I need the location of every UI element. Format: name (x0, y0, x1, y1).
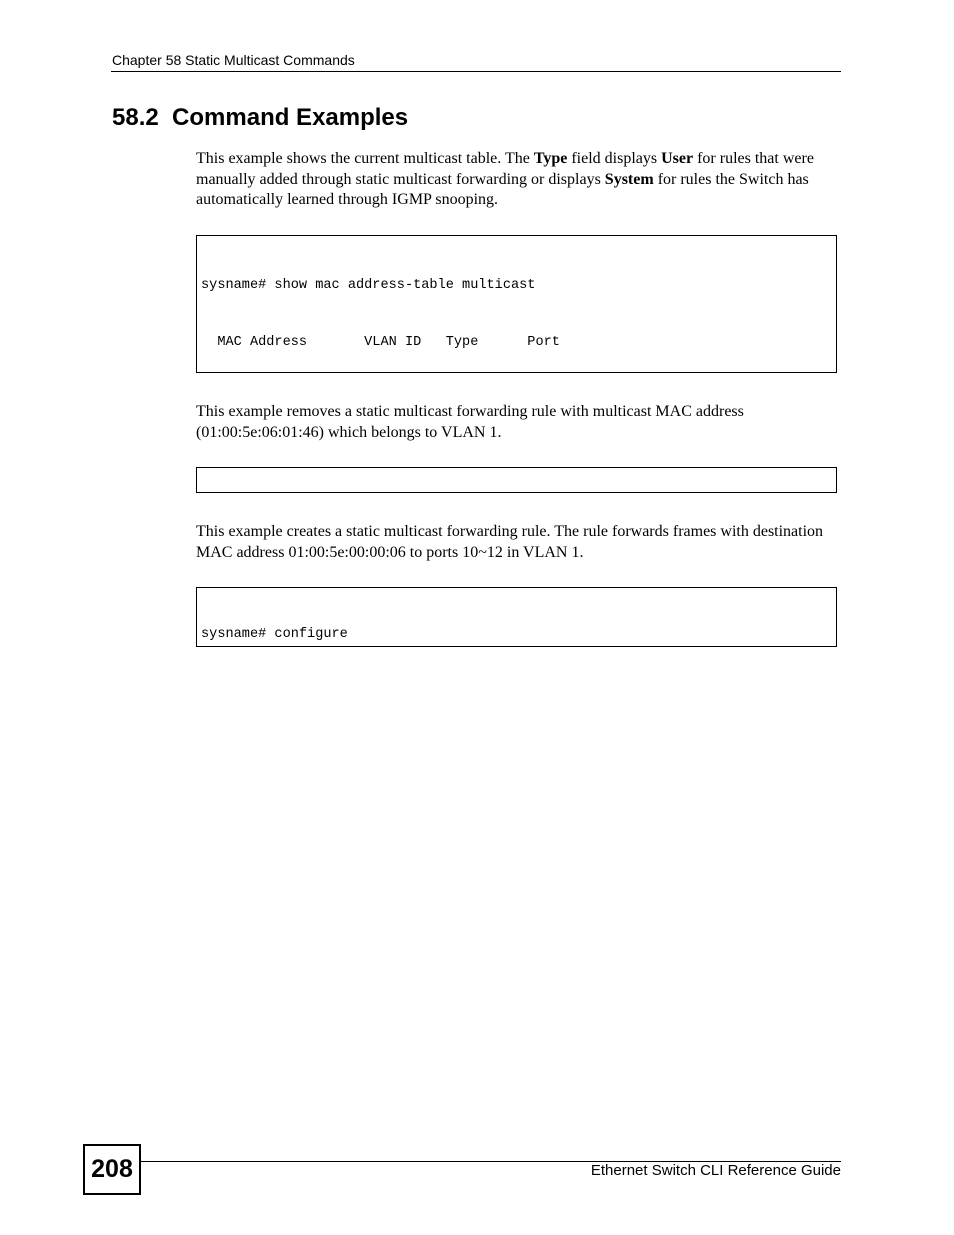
example1-code-block (196, 235, 837, 373)
code-line: MAC Address VLAN ID Type Port (201, 334, 560, 350)
running-header-chapter-title: Chapter 58 Static Multicast Commands (112, 52, 355, 68)
user-value-bold: User (661, 150, 694, 167)
example2-code-block (196, 467, 837, 493)
example3-code-block (196, 587, 837, 647)
code-line: sysname# show mac address-table multicast (201, 278, 536, 294)
system-value-bold: System (604, 170, 654, 188)
example1-text-4: for rules the Switch has automatically learned through IGMP snooping. (196, 170, 809, 208)
page-number: 208 (83, 1144, 141, 1195)
example1-text-2: field displays (567, 150, 662, 167)
example3-description: This example creates a static multicast forwarding rule. The rule forwards frames with destination MAC address 01:00:5e:00:00:06 to ports 10~12 in VLAN 1. (196, 523, 824, 561)
example2-description: This example removes a static multicast forwarding rule with multicast MAC address (01:00:5e:06:01:46) which belongs to VLAN 1. (196, 403, 744, 441)
type-field-bold: Type (533, 150, 568, 167)
header-divider (111, 71, 841, 72)
example1-description (196, 149, 836, 211)
footer-guide-title: Ethernet Switch CLI Reference Guide (590, 1162, 841, 1179)
example1-text-3: for rules that were manually added through static multicast forwarding or displays (196, 150, 814, 188)
section-heading: 58.2 Command Examples (112, 104, 409, 131)
example1-text-1: This example shows the current multicast table. The (196, 150, 534, 167)
code-line: sysname# configure (201, 627, 348, 642)
